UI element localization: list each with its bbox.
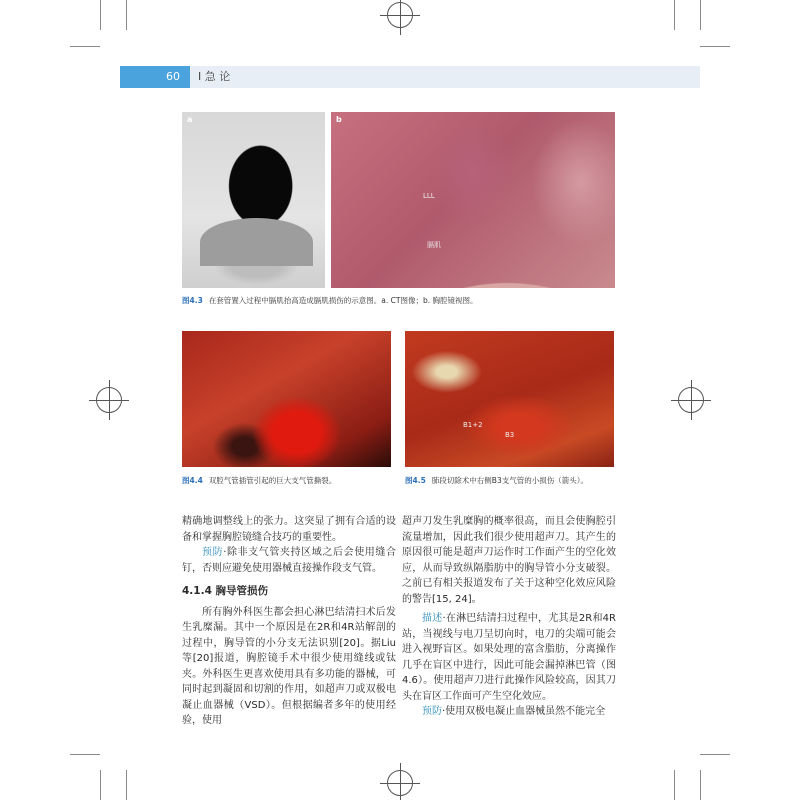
body-right-column bbox=[402, 514, 616, 720]
description-label: 描述 bbox=[422, 613, 443, 624]
registration-mark bbox=[387, 2, 413, 28]
caption-number: 图4.5 bbox=[405, 476, 426, 485]
crop-mark bbox=[70, 46, 100, 47]
body-left-column bbox=[182, 514, 396, 729]
label-b1-2: B1+2 bbox=[463, 421, 483, 429]
chapter-title: I 急 论 bbox=[198, 70, 231, 83]
prevention-label: 预防 bbox=[202, 547, 224, 558]
caption-number: 图4.3 bbox=[182, 296, 203, 305]
crop-mark bbox=[126, 770, 127, 800]
crop-mark bbox=[674, 770, 675, 800]
crop-mark bbox=[100, 770, 101, 800]
panel-letter-a: a bbox=[187, 115, 193, 124]
label-b3: B3 bbox=[505, 431, 515, 439]
crop-mark bbox=[700, 46, 730, 47]
prevention-paragraph bbox=[182, 545, 396, 576]
paragraph: 所有胸外科医生都会担心淋巴结清扫术后发生乳糜漏。其中一个原因是在2R和4R站解剖的过程中，胸导管的小分支无法识别[20]。据Liu等[20]报道，胸腔镜手术中很少使用缝线或钛夹。外科医生更喜欢使用具有多功能的器械，可同时起到凝固和切割的作用，如超声刀或双极电凝止血器械（VSD）。但根据编者多年的使用经验，使用 bbox=[182, 606, 396, 726]
page-number: 60 bbox=[120, 66, 190, 88]
description-paragraph bbox=[402, 611, 616, 704]
caption-number: 图4.4 bbox=[182, 476, 203, 485]
registration-mark bbox=[96, 387, 122, 413]
caption-text: 在套管置入过程中膈肌抬高造成膈肌损伤的示意图。a. CT图像；b. 胸腔镜视图。 bbox=[208, 296, 478, 305]
ct-diaphragm-shadow bbox=[200, 218, 313, 266]
label-lll: LLL bbox=[423, 192, 435, 200]
figure-4-5-caption bbox=[405, 475, 588, 486]
figure-4-4-image bbox=[182, 331, 391, 467]
crop-mark bbox=[700, 770, 701, 800]
figure-4-3-caption bbox=[182, 295, 478, 306]
caption-text: 肺段切除术中右侧B3支气管的小损伤（箭头）。 bbox=[431, 476, 588, 485]
caption-text: 双腔气管插管引起的巨大支气管撕裂。 bbox=[208, 476, 337, 485]
figure-4-3-ct-image bbox=[182, 112, 325, 288]
registration-mark bbox=[678, 387, 704, 413]
crop-mark bbox=[700, 0, 701, 30]
registration-mark bbox=[387, 770, 413, 796]
crop-mark bbox=[700, 754, 730, 755]
figure-4-3-thoracoscopic-image bbox=[331, 112, 615, 288]
crop-mark bbox=[70, 754, 100, 755]
crop-mark bbox=[100, 0, 101, 30]
prevention-text: ·使用双极电凝止血器械虽然不能完全 bbox=[442, 706, 606, 717]
prevention-label: 预防 bbox=[422, 706, 442, 717]
prevention-paragraph bbox=[402, 704, 616, 720]
figure-4-4-caption bbox=[182, 475, 336, 486]
panel-letter-b: b bbox=[336, 115, 342, 124]
crop-mark bbox=[674, 0, 675, 30]
label-diaphragm: 膈肌 bbox=[427, 241, 441, 249]
description-text: ·在淋巴结清扫过程中，尤其是2R和4R站，当视线与电刀呈切向时，电刀的尖端可能会进入视野盲区。如果处理的富含脂肪，分离操作几乎在盲区中进行，因此可能会漏掉淋巴管（图4.6）。使用超声刀进行此操作风险较高，因其刀头在盲区工作面可产生空化效应。 bbox=[402, 613, 616, 702]
figure-4-5-image bbox=[405, 331, 614, 467]
prevention-text: ·除非支气管夹持区域之后会使用缝合钉，否则应避免使用器械直接操作段支气管。 bbox=[182, 547, 396, 574]
paragraph: 超声刀发生乳糜胸的概率很高，而且会使胸腔引流量增加，因此我们很少使用超声刀。其产生的原因很可能是超声刀运作时工作面产生的空化效应，从而导致纵隔脂肪中的胸导管小分支破裂。之前已有相关报道发布了关于这种空化效应风险的警告[15, 24]。 bbox=[402, 516, 616, 605]
paragraph: 精确地调整线上的张力。这突显了拥有合适的设备和掌握胸腔镜缝合技巧的重要性。 bbox=[182, 516, 396, 543]
crop-mark bbox=[126, 0, 127, 30]
section-heading: 4.1.4 胸导管损伤 bbox=[182, 585, 269, 597]
